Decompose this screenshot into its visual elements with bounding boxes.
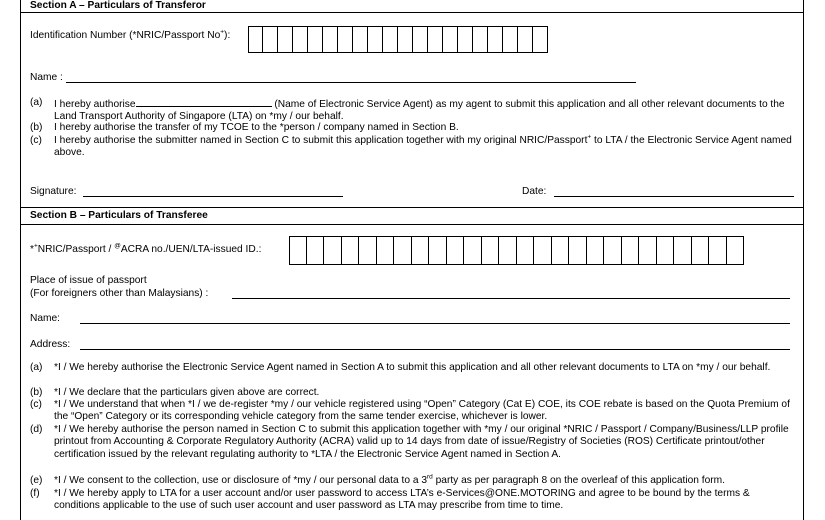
transferee-id-label: *+NRIC/Passport / @ACRA no./UEN/LTA-issued ID.: <box>30 242 262 255</box>
id-box[interactable] <box>413 26 428 53</box>
id-box[interactable] <box>324 236 342 265</box>
id-box[interactable] <box>517 236 535 265</box>
id-box[interactable] <box>727 236 745 265</box>
section-b-item-d: (d) *I / We hereby authorise the person named in Section C to submit this application together with *my / our original *NRIC / Passport / Company/Business/LLP profile printout from Accounting & Corporate Regulatory Authority (ACRA) valid up to 14 days from date of issue/Registry of Societies (ROS) Certificate printout/other certification issued by the relevant regulating authority to *LTA / the Electronic Service Agent named in Section A. <box>30 424 789 460</box>
id-box[interactable] <box>464 236 482 265</box>
signature-field[interactable] <box>83 196 343 197</box>
transferee-id-boxes[interactable] <box>289 236 744 265</box>
id-box[interactable] <box>428 26 443 53</box>
date-label: Date: <box>522 186 547 197</box>
id-box[interactable] <box>289 236 307 265</box>
section-a-title: Section A – Particulars of Transferor <box>30 0 206 11</box>
address-label: Address: <box>30 339 71 350</box>
id-box[interactable] <box>377 236 395 265</box>
section-b-item-a: (a) *I / We hereby authorise the Electronic Service Agent named in Section A to submit this application and all other relevant documents to LTA on *my / our behalf. <box>30 362 771 373</box>
id-box[interactable] <box>657 236 675 265</box>
id-box[interactable] <box>587 236 605 265</box>
transferor-id-boxes[interactable] <box>248 26 548 53</box>
section-a-divider <box>20 12 804 13</box>
section-b-item-f: (f) *I / We hereby apply to LTA for a user account and/or user password to access LTA’s e-Services@ONE.MOTORING and agree to be bound by the terms & conditions applicable to the use of such user account and user password as LTA may prescribe from time to time. <box>30 488 750 512</box>
section-b-title: Section B – Particulars of Transferee <box>30 210 208 221</box>
id-box[interactable] <box>263 26 278 53</box>
agent-name-field[interactable] <box>136 97 272 107</box>
id-box[interactable] <box>622 236 640 265</box>
id-box[interactable] <box>674 236 692 265</box>
section-a-item-c: (c) I hereby authorise the submitter named in Section C to submit this application together with my original NRIC/Passport+ to LTA / the Electronic Service Agent named above. <box>30 133 792 159</box>
id-box[interactable] <box>359 236 377 265</box>
section-a-item-a: (a) I hereby authorise (Name of Electronic Service Agent) as my agent to submit this application and all other relevant documents to the Land Transport Authority of Singapore (LTA) on *my / our behalf. <box>30 97 785 123</box>
section-a-item-b: (b) I hereby authorise the transfer of my TCOE to the *person / company named in Section B. <box>30 122 459 133</box>
transferor-name-label: Name : <box>30 72 63 83</box>
date-field[interactable] <box>554 196 794 197</box>
id-box[interactable] <box>534 236 552 265</box>
id-box[interactable] <box>533 26 548 53</box>
id-box[interactable] <box>518 26 533 53</box>
id-box[interactable] <box>482 236 500 265</box>
id-box[interactable] <box>709 236 727 265</box>
transferee-name-field[interactable] <box>80 323 790 324</box>
id-box[interactable] <box>398 26 413 53</box>
id-box[interactable] <box>473 26 488 53</box>
section-b-item-b: (b) *I / We declare that the particulars given above are correct. <box>30 387 320 398</box>
id-box[interactable] <box>552 236 570 265</box>
id-box[interactable] <box>308 26 323 53</box>
id-box[interactable] <box>368 26 383 53</box>
id-box[interactable] <box>248 26 263 53</box>
section-b-top-divider <box>20 207 804 208</box>
id-box[interactable] <box>639 236 657 265</box>
transferee-name-label: Name: <box>30 313 61 324</box>
id-box[interactable] <box>692 236 710 265</box>
id-box[interactable] <box>342 236 360 265</box>
id-box[interactable] <box>604 236 622 265</box>
id-box[interactable] <box>443 26 458 53</box>
id-box[interactable] <box>293 26 308 53</box>
id-box[interactable] <box>429 236 447 265</box>
id-box[interactable] <box>353 26 368 53</box>
id-box[interactable] <box>503 26 518 53</box>
id-box[interactable] <box>412 236 430 265</box>
id-box[interactable] <box>383 26 398 53</box>
address-field[interactable] <box>80 349 790 350</box>
id-box[interactable] <box>323 26 338 53</box>
id-box[interactable] <box>307 236 325 265</box>
id-box[interactable] <box>499 236 517 265</box>
id-box[interactable] <box>278 26 293 53</box>
id-box[interactable] <box>394 236 412 265</box>
place-of-issue-field[interactable] <box>232 298 790 299</box>
id-box[interactable] <box>569 236 587 265</box>
id-box[interactable] <box>488 26 503 53</box>
section-b-divider <box>20 224 804 225</box>
place-of-issue-sublabel: (For foreigners other than Malaysians) : <box>30 288 209 299</box>
section-b-item-c: (c) *I / We understand that when *I / we de-register *my / our vehicle registered using “Open” Category (Cat E) COE, its COE rebate is based on the Quota Premium of the “Open” Category or its corresponding vehicle category from the same tender exercise, whichever is lower. <box>30 399 790 423</box>
id-box[interactable] <box>458 26 473 53</box>
id-box[interactable] <box>447 236 465 265</box>
transferor-name-field[interactable] <box>66 82 636 83</box>
transferor-id-label: Identification Number (*NRIC/Passport No+): <box>30 28 231 41</box>
section-b-item-e: (e) *I / We consent to the collection, use or disclosure of *my / our personal data to a 3rd party as per paragraph 8 on the overleaf of this application form. <box>30 473 725 486</box>
signature-label: Signature: <box>30 186 77 197</box>
place-of-issue-label: Place of issue of passport <box>30 275 147 286</box>
id-box[interactable] <box>338 26 353 53</box>
